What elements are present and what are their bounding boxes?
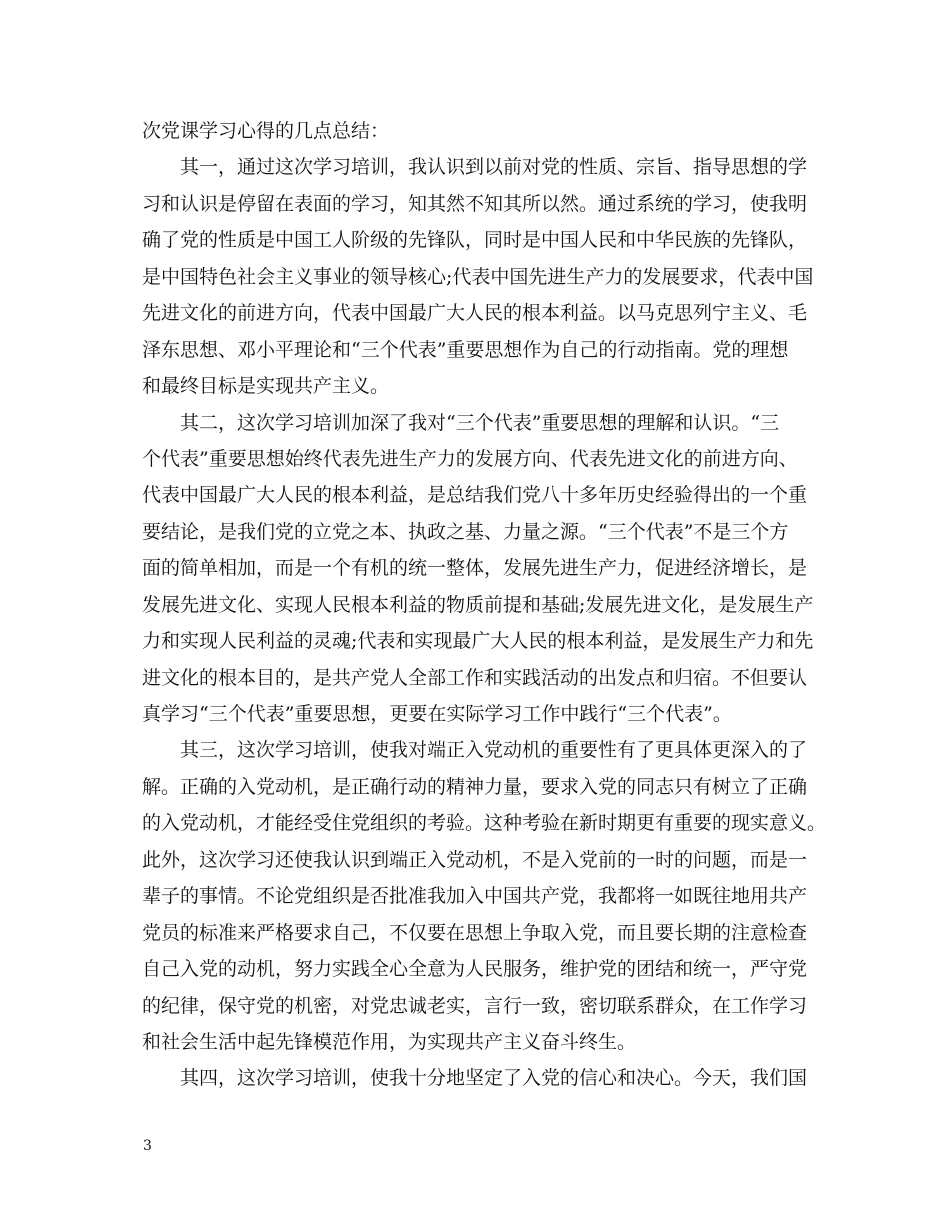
paragraph-first-line: 其四，这次学习培训，使我十分地坚定了入党的信心和决心。今天，我们国	[180, 1067, 808, 1090]
text-line: 习和认识是停留在表面的学习，知其然不知其所以然。通过系统的学习，使我明	[142, 192, 808, 215]
document-body	[142, 113, 827, 1097]
text-line: 代表中国最广大人民的根本利益，是总结我们党八十多年历史经验得出的一个重	[142, 484, 808, 507]
text-line: 个代表”重要思想始终代表先进生产力的发展方向、代表先进文化的前进方向、	[142, 447, 798, 470]
text-line: 解。正确的入党动机，是正确行动的精神力量，要求入党的同志只有树立了正确	[142, 775, 808, 798]
paragraph-first-line: 其二，这次学习培训加深了我对“三个代表”重要思想的理解和认识。“三	[180, 411, 780, 434]
text-line: 要结论，是我们党的立党之本、执政之基、力量之源。“三个代表”不是三个方	[142, 520, 789, 543]
text-line: 面的简单相加，而是一个有机的统一整体，发展先进生产力，促进经济增长，是	[142, 557, 808, 580]
text-line: 进文化的根本目的，是共产党人全部工作和实践活动的出发点和归宿。不但要认	[142, 666, 808, 689]
text-line: 的入党动机，才能经受住党组织的考验。这种考验在新时期更有重要的现实意义。	[142, 812, 827, 835]
text-line: 发展先进文化、实现人民根本利益的物质前提和基础;发展先进文化，是发展生产	[142, 593, 814, 616]
text-line: 和最终目标是实现共产主义。	[142, 375, 390, 398]
paragraph-first-line: 其三，这次学习培训，使我对端正入党动机的重要性有了更具体更深入的了	[180, 739, 808, 762]
text-line: 先进文化的前进方向，代表中国最广大人民的根本利益。以马克思列宁主义、毛	[142, 302, 808, 325]
text-line: 此外，这次学习还使我认识到端正入党动机，不是入党前的一时的问题，而是一	[142, 848, 808, 871]
text-line: 自己入党的动机，努力实践全心全意为人民服务，维护党的团结和统一，严守党	[142, 958, 808, 981]
page-number: 3	[143, 1138, 152, 1154]
text-line: 泽东思想、邓小平理论和“三个代表”重要思想作为自己的行动指南。党的理想	[142, 338, 789, 361]
text-line: 的纪律，保守党的机密，对党忠诚老实，言行一致，密切联系群众，在工作学习	[142, 994, 808, 1017]
text-line: 确了党的性质是中国工人阶级的先锋队，同时是中国人民和中华民族的先锋队，	[142, 229, 808, 252]
text-line: 真学习“三个代表”重要思想，更要在实际学习工作中践行“三个代表”。	[142, 703, 732, 725]
text-line: 和社会生活中起先锋模范作用，为实现共产主义奋斗终生。	[142, 1030, 637, 1053]
text-line: 党员的标准来严格要求自己，不仅要在思想上争取入党，而且要长期的注意检查	[142, 921, 808, 944]
text-line: 是中国特色社会主义事业的领导核心;代表中国先进生产力的发展要求，代表中国	[142, 265, 814, 288]
text-line: 次党课学习心得的几点总结：	[142, 120, 390, 142]
text-line: 辈子的事情。不论党组织是否批准我加入中国共产党，我都将一如既往地用共产	[142, 885, 808, 908]
paragraph-first-line: 其一，通过这次学习培训，我认识到以前对党的性质、宗旨、指导思想的学	[180, 156, 808, 179]
text-line: 力和实现人民利益的灵魂;代表和实现最广大人民的根本利益，是发展生产力和先	[142, 630, 814, 653]
